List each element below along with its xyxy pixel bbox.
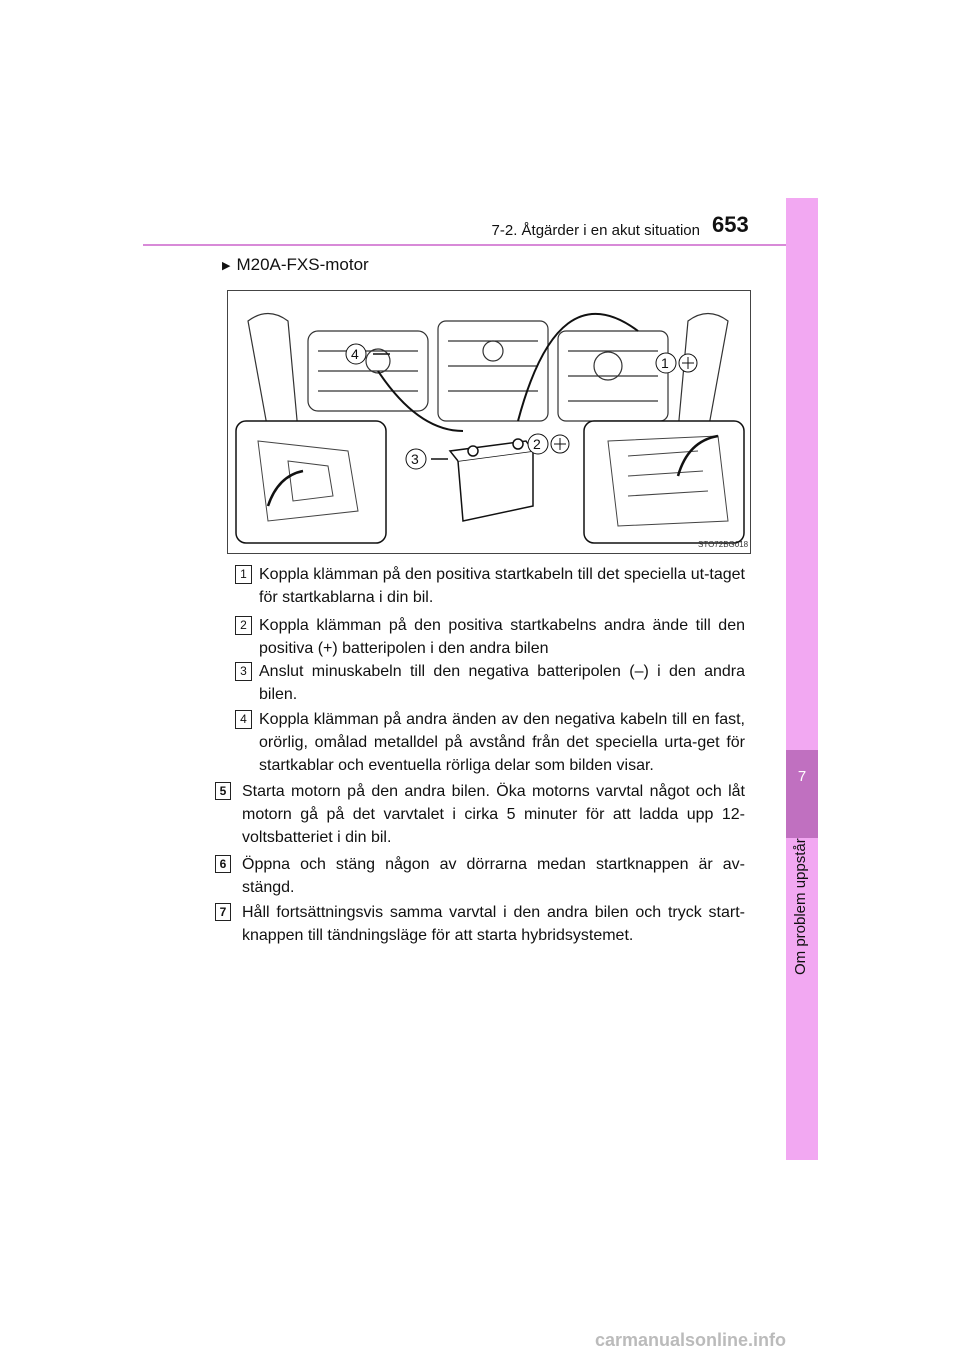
callout-1: 1 [661, 355, 669, 371]
page-number: 653 [712, 212, 749, 237]
step-6-text: Öppna och stäng någon av dörrarna medan startknappen är av-stängd. [242, 856, 745, 896]
step-5-text: Starta motorn på den andra bilen. Öka motorns varvtal något och låt motorn gå på det varvtalet i cirka 5 minuter för att ladda upp 12-voltsbatteriet i din bil. [242, 783, 745, 846]
step-1 [215, 563, 745, 609]
figure-code: STO72BG018 [698, 540, 749, 549]
inset-left [236, 421, 386, 543]
triangle-bullet-icon: ▶ [222, 260, 231, 272]
step-6 [215, 853, 745, 899]
step-4-marker: 4 [235, 710, 252, 729]
engine-illustration [227, 290, 751, 554]
section-title: 7-2. Åtgärder i en akut situation [491, 222, 700, 239]
step-2-marker: 2 [235, 616, 252, 635]
step-1-marker: 1 [235, 565, 252, 584]
subheading [222, 255, 369, 275]
callout-4: 4 [351, 346, 359, 362]
chapter-number-tab [786, 750, 818, 838]
step-4 [215, 708, 745, 777]
battery-drawing [450, 439, 533, 521]
header-divider [143, 244, 818, 246]
chapter-side-tab [786, 198, 818, 1160]
callout-3: 3 [411, 451, 419, 467]
step-7-text: Håll fortsättningsvis samma varvtal i den andra bilen och tryck start-knappen till tändningsläge för att starta hybridsystemet. [242, 904, 745, 944]
step-6-marker: 6 [215, 855, 231, 873]
step-5 [215, 780, 745, 849]
step-7-marker: 7 [215, 903, 231, 921]
watermark: carmanualsonline.info [595, 1330, 787, 1350]
chapter-number: 7 [797, 768, 807, 785]
step-3 [215, 660, 745, 706]
callout-2: 2 [533, 436, 541, 452]
subheading-text: M20A-FXS-motor [236, 255, 369, 274]
step-1-text: Koppla klämman på den positiva startkabeln till det speciella ut-taget för startkablarna i din bil. [259, 566, 745, 606]
step-3-text: Anslut minuskabeln till den negativa batteripolen (–) i den andra bilen. [259, 663, 745, 703]
step-7 [215, 901, 745, 947]
step-3-marker: 3 [235, 662, 252, 681]
chapter-title: Om problem uppstår [792, 838, 809, 975]
engine-bay-drawing [248, 314, 728, 432]
step-5-marker: 5 [215, 782, 231, 800]
inset-right [584, 421, 744, 543]
step-2-text: Koppla klämman på den positiva startkabelns andra ände till den positiva (+) batteripolen i den andra bilen [259, 617, 745, 657]
step-4-text: Koppla klämman på andra änden av den negativa kabeln till en fast, orörlig, omålad metalldel på avstånd från det speciella urta-get för startkablar och eventuella rörliga delar som bilden visar. [259, 711, 745, 774]
step-2 [215, 614, 745, 660]
